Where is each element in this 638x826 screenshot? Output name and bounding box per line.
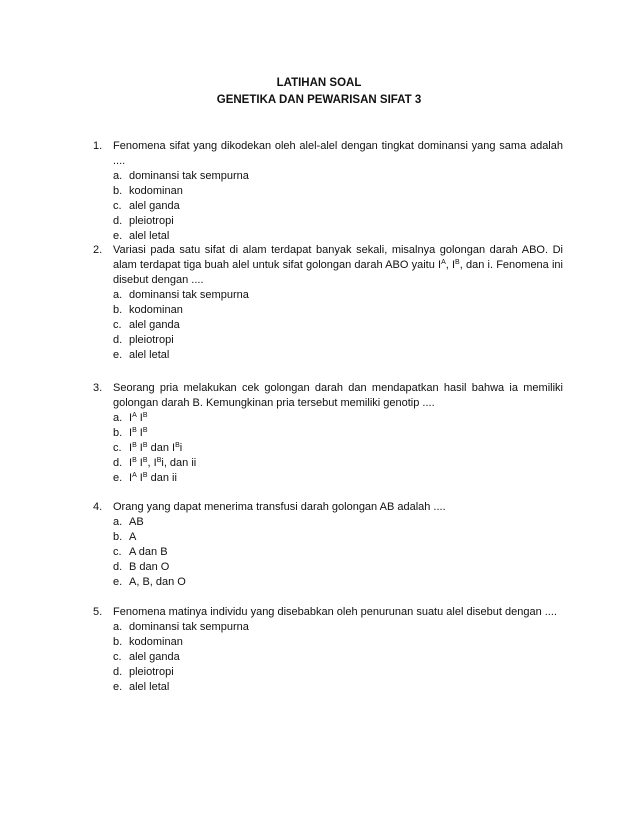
option-letter: d. <box>113 334 123 346</box>
option-letter: a. <box>113 516 123 528</box>
option-d <box>113 333 563 348</box>
option-list <box>113 169 563 244</box>
option-a <box>113 169 563 184</box>
option-text: kodominan <box>129 304 183 316</box>
option-letter: e. <box>113 576 123 588</box>
document-title: LATIHAN SOAL <box>276 77 362 89</box>
option-a <box>113 288 563 303</box>
option-letter: c. <box>113 200 122 212</box>
option-letter: c. <box>113 546 122 558</box>
option-b <box>113 530 563 545</box>
option-text: alel letal <box>129 349 170 361</box>
question-text: Seorang pria melakukan cek golongan darah dan mendapatkan hasil bahwa ia memiliki golongan darah B. Kemungkinan pria tersebut memiliki genotip .... <box>113 382 563 409</box>
option-text: kodominan <box>129 185 183 197</box>
option-e <box>113 680 563 695</box>
option-text: dominansi tak sempurna <box>129 621 249 633</box>
option-e <box>113 229 563 244</box>
option-letter: b. <box>113 531 123 543</box>
option-b <box>113 426 563 441</box>
option-letter: b. <box>113 427 123 439</box>
option-c <box>113 199 563 214</box>
option-text: alel ganda <box>129 319 180 331</box>
option-text: A <box>129 531 137 543</box>
text-segment: , I <box>445 259 456 271</box>
question-number: 5. <box>93 606 103 618</box>
option-text: alel ganda <box>129 200 180 212</box>
option-b <box>113 635 563 650</box>
option-b <box>113 184 563 199</box>
option-letter: e. <box>113 681 123 693</box>
option-list <box>113 288 563 363</box>
option-letter: b. <box>113 304 123 316</box>
question-text <box>113 243 563 288</box>
option-text: pleiotropi <box>129 666 174 678</box>
question-number: 3. <box>93 382 103 394</box>
question-text: Fenomena sifat yang dikodekan oleh alel-alel dengan tingkat dominansi yang sama adalah .... <box>113 140 563 167</box>
option-text: pleiotropi <box>129 215 174 227</box>
question-2 <box>93 243 563 363</box>
question-text: Fenomena matinya individu yang disebabkan oleh penurunan suatu alel disebut dengan .... <box>113 606 557 618</box>
option-letter: e. <box>113 230 123 242</box>
question-1 <box>93 139 563 244</box>
option-list <box>113 411 563 486</box>
option-text: $I^B$ $I^B$ dan $I^Bi$ <box>129 442 183 454</box>
text-segment: Variasi pada satu sifat di alam terdapat banyak sekali, misalnya golongan darah ABO. Di alam terdapat tiga buah alel untuk sifat golongan darah ABO yaitu I <box>113 244 563 271</box>
superscript: A <box>441 259 446 266</box>
option-letter: a. <box>113 289 123 301</box>
text-segment: , dan i. Fenomena ini disebut dengan .... <box>113 259 563 286</box>
option-text: dominansi tak sempurna <box>129 170 249 182</box>
option-letter: d. <box>113 457 123 469</box>
option-text: A, B, dan O <box>129 576 186 588</box>
option-letter: a. <box>113 170 123 182</box>
option-e <box>113 471 563 486</box>
option-e <box>113 575 563 590</box>
option-d <box>113 456 563 471</box>
option-text: A dan B <box>129 546 168 558</box>
option-c <box>113 318 563 333</box>
question-number: 2. <box>93 244 103 256</box>
option-letter: d. <box>113 215 123 227</box>
option-c <box>113 545 563 560</box>
question-3 <box>93 381 563 486</box>
option-b <box>113 303 563 318</box>
option-text: alel ganda <box>129 651 180 663</box>
option-text: $I^B$ $I^B$, $I^Bi$, dan ii <box>129 457 197 469</box>
option-list <box>113 620 563 695</box>
document-subtitle: GENETIKA DAN PEWARISAN SIFAT 3 <box>216 94 422 106</box>
option-text: AB <box>129 516 144 528</box>
option-letter: a. <box>113 621 123 633</box>
option-letter: d. <box>113 561 123 573</box>
option-d <box>113 665 563 680</box>
option-letter: c. <box>113 319 122 331</box>
option-letter: c. <box>113 442 122 454</box>
option-a <box>113 411 563 426</box>
option-d <box>113 214 563 229</box>
option-text: alel letal <box>129 681 170 693</box>
question-5 <box>93 605 563 695</box>
question-number: 1. <box>93 140 103 152</box>
option-c <box>113 650 563 665</box>
option-a <box>113 620 563 635</box>
option-text: alel letal <box>129 230 170 242</box>
option-text: kodominan <box>129 636 183 648</box>
option-letter: c. <box>113 651 122 663</box>
option-text: pleiotropi <box>129 334 174 346</box>
option-text: $I^B$ $I^B$ <box>129 427 148 439</box>
option-letter: d. <box>113 666 123 678</box>
option-letter: a. <box>113 412 123 424</box>
option-text: B dan O <box>129 561 170 573</box>
option-c <box>113 441 563 456</box>
option-list <box>113 515 563 590</box>
option-letter: b. <box>113 185 123 197</box>
option-text: $I^A$ $I^B$ <box>129 412 148 424</box>
option-letter: e. <box>113 349 123 361</box>
option-letter: b. <box>113 636 123 648</box>
question-text: Orang yang dapat menerima transfusi darah golongan AB adalah .... <box>113 501 446 513</box>
option-text: dominansi tak sempurna <box>129 289 249 301</box>
question-4 <box>93 500 563 590</box>
option-letter: e. <box>113 472 123 484</box>
question-number: 4. <box>93 501 103 513</box>
option-text: $I^A$ $I^B$ dan ii <box>129 472 177 484</box>
option-e <box>113 348 563 363</box>
option-a <box>113 515 563 530</box>
option-d <box>113 560 563 575</box>
superscript: B <box>455 259 460 266</box>
